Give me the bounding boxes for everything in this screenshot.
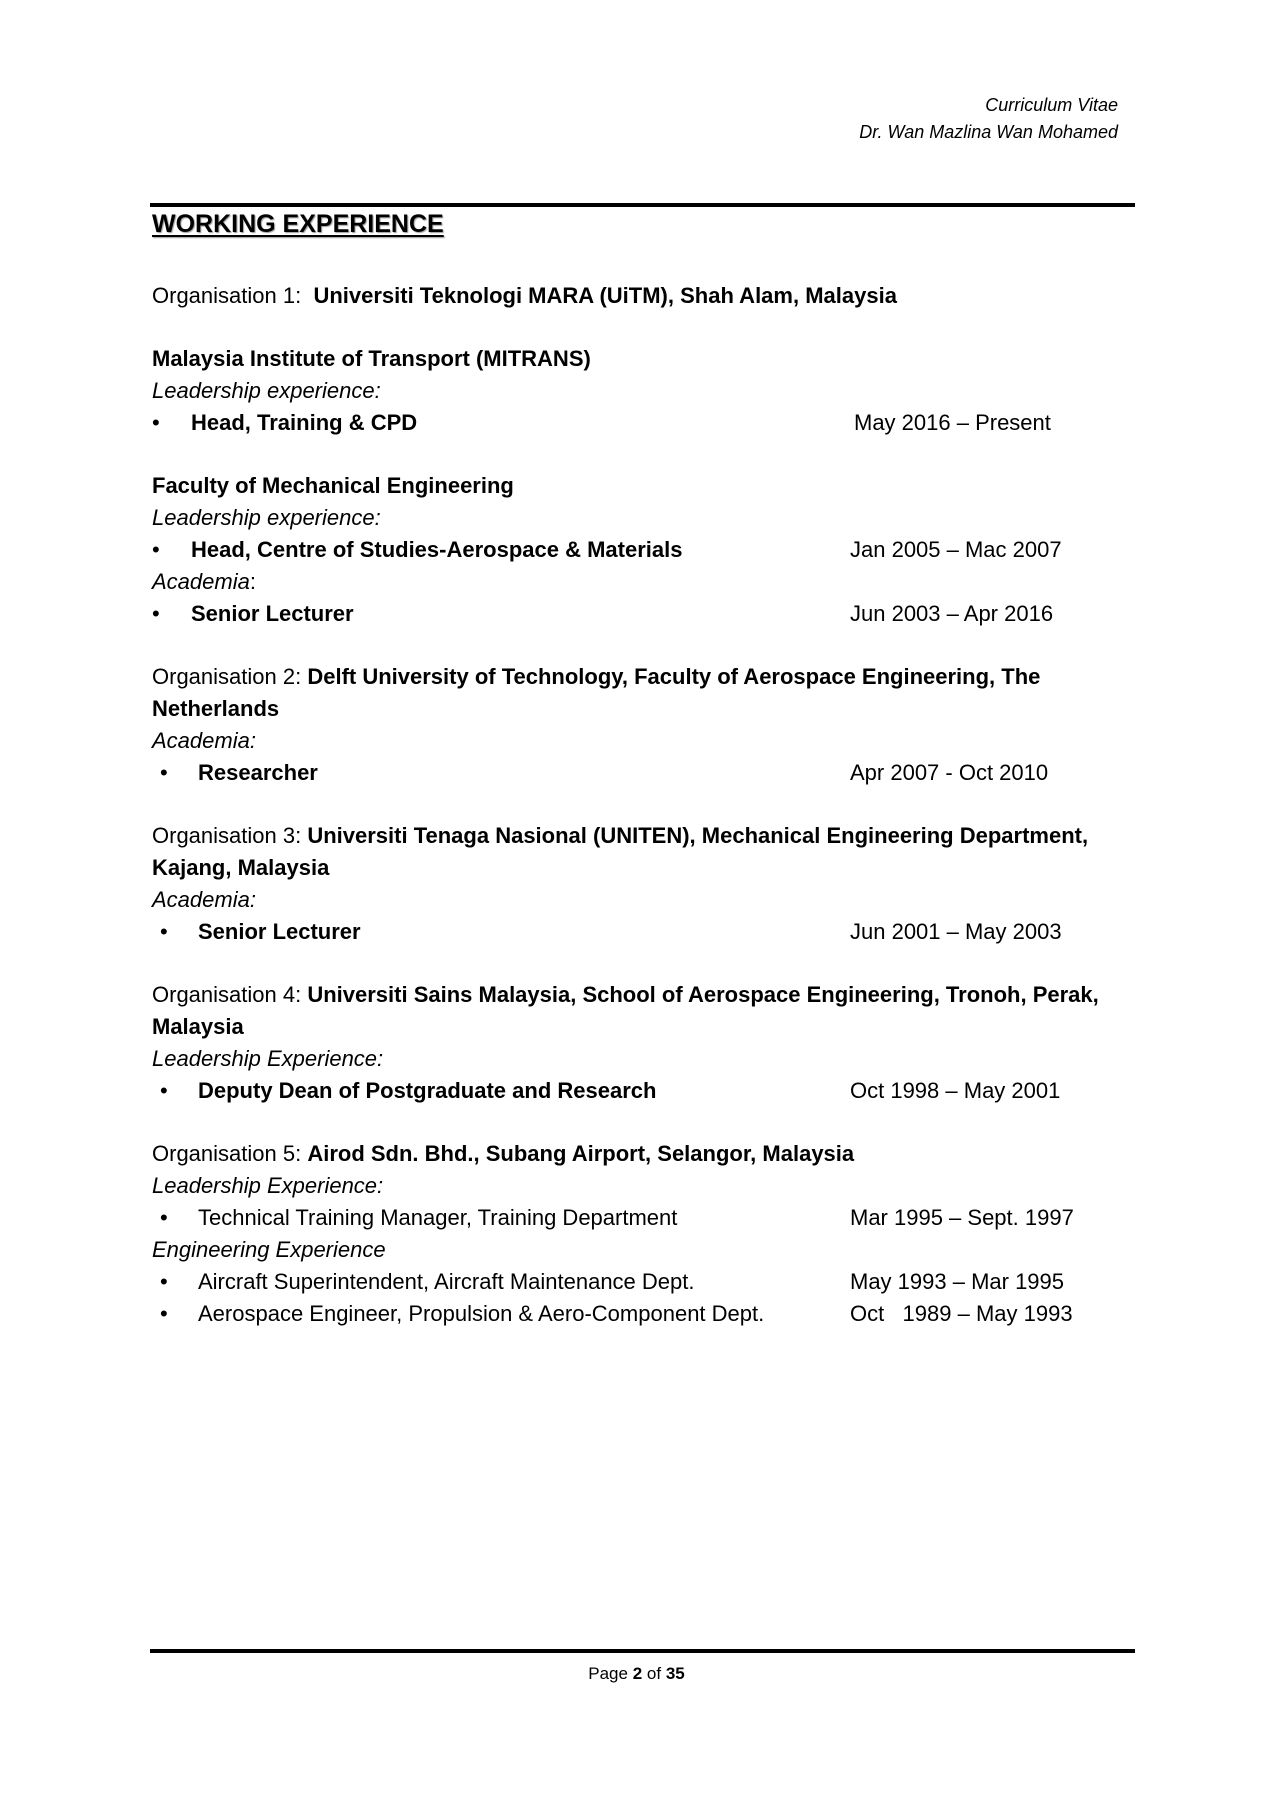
category-label: Leadership Experience: <box>152 1046 384 1071</box>
bullet-icon: • <box>160 919 168 944</box>
of-word: of <box>646 1664 662 1683</box>
role: Aerospace Engineer, Propulsion & Aero-Component Dept. <box>198 1301 765 1326</box>
top-divider <box>150 203 1135 207</box>
list-item <box>152 1298 1132 1330</box>
bottom-divider <box>150 1649 1135 1653</box>
dates: Mar 1995 – Sept. 1997 <box>850 1205 1074 1230</box>
role: Senior Lecturer <box>198 919 361 944</box>
bullet-icon: • <box>160 1078 168 1103</box>
unit-name: Malaysia Institute of Transport (MITRANS) <box>152 346 591 371</box>
category-label: Leadership Experience: <box>152 1173 384 1198</box>
running-header <box>859 92 1118 146</box>
list-item <box>152 1266 1132 1298</box>
org-label: Organisation 1: <box>152 283 302 308</box>
org-label: Organisation 3: <box>152 823 302 848</box>
org-name: Universiti Tenaga Nasional (UNITEN), Mechanical Engineering Department, <box>307 823 1089 848</box>
category-label: Engineering Experience <box>152 1237 386 1262</box>
page-word: Page <box>588 1664 628 1683</box>
org-name-continued: Malaysia <box>152 1014 244 1039</box>
dates: Apr 2007 - Oct 2010 <box>850 760 1049 785</box>
list-item <box>152 1075 1132 1107</box>
org1-heading <box>152 280 1132 312</box>
list-item <box>152 916 1132 948</box>
role: Senior Lecturer <box>191 601 354 626</box>
org2-heading <box>152 661 1132 693</box>
org5-heading <box>152 1138 1132 1170</box>
bullet-icon: • <box>160 1205 168 1230</box>
dates: Jun 2003 – Apr 2016 <box>850 601 1054 626</box>
header-doc-type: Curriculum Vitae <box>985 95 1118 115</box>
category-label: Leadership experience: <box>152 378 381 403</box>
role: Head, Centre of Studies-Aerospace & Materials <box>191 537 683 562</box>
unit-name: Faculty of Mechanical Engineering <box>152 473 514 498</box>
header-author: Dr. Wan Mazlina Wan Mohamed <box>859 122 1118 142</box>
page-total: 35 <box>665 1664 685 1683</box>
dates: Oct 1989 – May 1993 <box>850 1301 1073 1326</box>
bullet-icon: • <box>152 410 160 435</box>
list-item <box>152 1202 1132 1234</box>
org-name: Delft University of Technology, Faculty of Aerospace Engineering, The <box>307 664 1041 689</box>
page-footer <box>0 1664 1273 1684</box>
role: Deputy Dean of Postgraduate and Research <box>198 1078 657 1103</box>
page-number: 2 <box>632 1664 643 1683</box>
section-title: WORKING EXPERIENCE <box>152 210 444 238</box>
org3-heading <box>152 820 1132 852</box>
org-name: Universiti Sains Malaysia, School of Aerospace Engineering, Tronoh, Perak, <box>307 982 1099 1007</box>
role: Aircraft Superintendent, Aircraft Maintenance Dept. <box>198 1269 695 1294</box>
list-item <box>152 534 1132 566</box>
org-name: Universiti Teknologi MARA (UiTM), Shah Alam, Malaysia <box>313 283 897 308</box>
dates: Jan 2005 – Mac 2007 <box>850 537 1062 562</box>
bullet-icon: • <box>160 1301 168 1326</box>
list-item <box>152 407 1132 439</box>
category-label: Leadership experience: <box>152 505 381 530</box>
org-label: Organisation 2: <box>152 664 302 689</box>
dates: May 1993 – Mar 1995 <box>850 1269 1065 1294</box>
role: Researcher <box>198 760 318 785</box>
bullet-icon: • <box>152 601 160 626</box>
dates: Oct 1998 – May 2001 <box>850 1078 1061 1103</box>
org-name-continued: Kajang, Malaysia <box>152 855 330 880</box>
org-label: Organisation 4: <box>152 982 302 1007</box>
bullet-icon: • <box>152 537 160 562</box>
list-item <box>152 598 1132 630</box>
org-name: Airod Sdn. Bhd., Subang Airport, Selangor, Malaysia <box>307 1141 855 1166</box>
role: Technical Training Manager, Training Department <box>198 1205 678 1230</box>
dates: Jun 2001 – May 2003 <box>850 919 1062 944</box>
role: Head, Training & CPD <box>191 410 418 435</box>
bullet-icon: • <box>160 760 168 785</box>
category-label: Academia: <box>152 887 256 912</box>
org-label: Organisation 5: <box>152 1141 302 1166</box>
category-label: Academia: <box>152 728 256 753</box>
org4-heading <box>152 979 1132 1011</box>
org-name-continued: Netherlands <box>152 696 280 721</box>
dates: May 2016 – Present <box>854 410 1051 435</box>
working-experience-content <box>152 280 1132 1330</box>
list-item <box>152 757 1132 789</box>
category-label: Academia: <box>152 569 256 594</box>
bullet-icon: • <box>160 1269 168 1294</box>
